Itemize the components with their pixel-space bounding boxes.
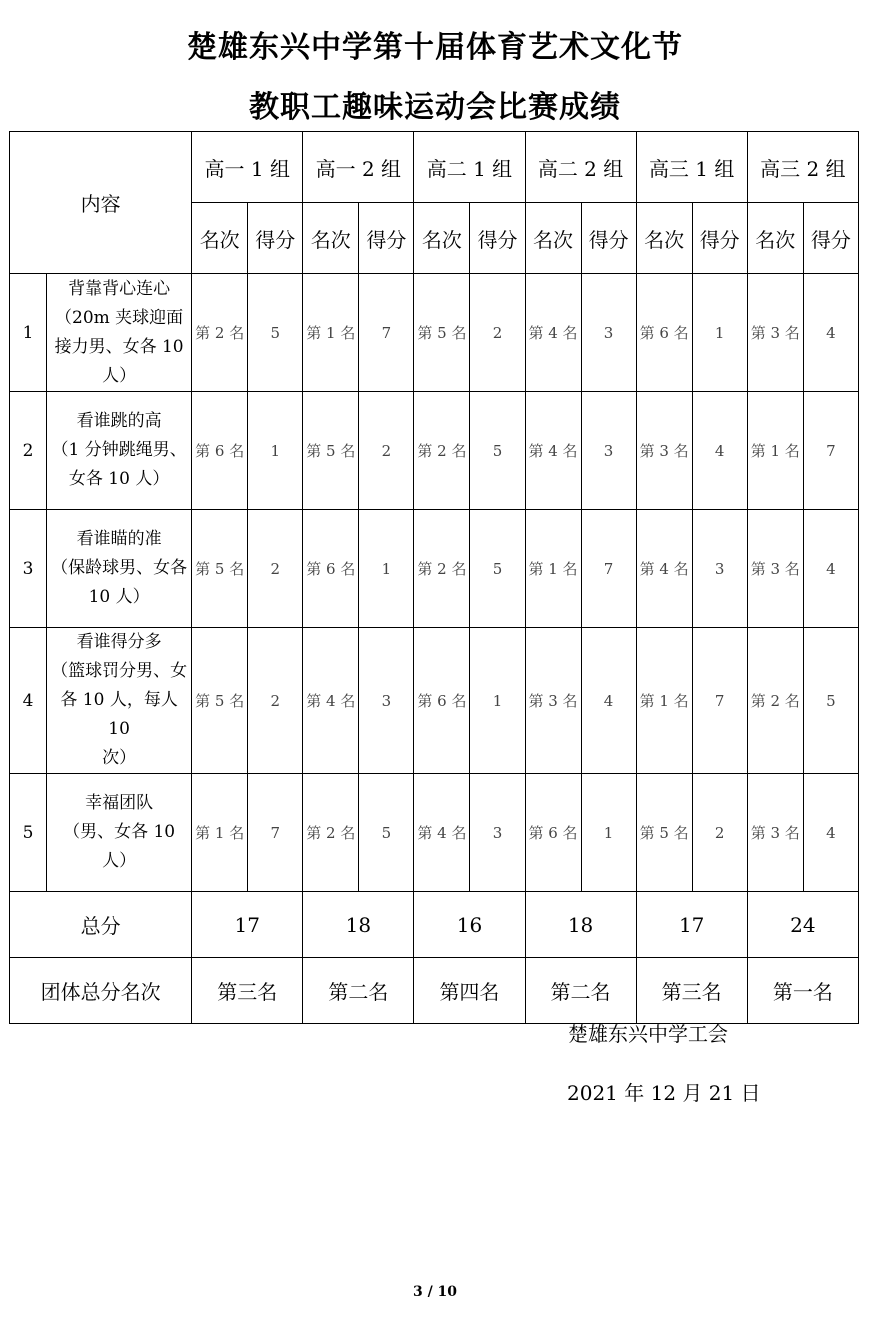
document-subtitle: 教职工趣味运动会比赛成绩	[249, 90, 621, 125]
score-cell: 5	[470, 510, 525, 628]
score-cell: 7	[581, 510, 636, 628]
team-rank-row	[10, 958, 859, 1024]
event-name-line: 次）	[102, 748, 137, 768]
results-table	[9, 131, 859, 1024]
rank-cell: 第 5 名	[636, 774, 692, 892]
rank-cell: 第 4 名	[636, 510, 692, 628]
event-name-line: 看谁瞄的准	[76, 529, 162, 549]
score-cell: 4	[803, 274, 858, 392]
event-name-line: （男、女各 10 人）	[63, 822, 176, 871]
score-cell: 7	[692, 628, 747, 774]
rank-cell: 第 2 名	[192, 274, 248, 392]
score-cell: 5	[359, 774, 414, 892]
rank-cell: 第 5 名	[414, 274, 470, 392]
rank-column-header: 名次	[192, 203, 248, 274]
group-header: 高三 1 组	[636, 132, 747, 203]
rank-cell: 第 3 名	[747, 774, 803, 892]
rank-cell: 第 5 名	[192, 510, 248, 628]
rank-cell: 第 6 名	[303, 510, 359, 628]
score-cell: 4	[803, 774, 858, 892]
rank-cell: 第 2 名	[747, 628, 803, 774]
group-header: 高二 2 组	[525, 132, 636, 203]
rank-cell: 第 6 名	[525, 774, 581, 892]
content-header: 内容	[10, 132, 192, 274]
score-cell: 7	[359, 274, 414, 392]
event-name	[47, 510, 192, 628]
event-name-line: 接力男、女各 10	[54, 336, 184, 357]
rank-cell: 第 1 名	[303, 274, 359, 392]
table-row	[10, 392, 859, 510]
event-name	[47, 774, 192, 892]
score-cell: 3	[692, 510, 747, 628]
score-cell: 1	[248, 392, 303, 510]
event-name-line: 女各 10 人）	[68, 469, 170, 489]
team-rank-value: 第四名	[414, 958, 525, 1024]
score-column-header: 得分	[581, 203, 636, 274]
total-score: 18	[303, 892, 414, 958]
rank-cell: 第 4 名	[303, 628, 359, 774]
page-number: 3 / 10	[412, 1284, 458, 1300]
event-name-line: 各 10 人，每人 10	[60, 690, 178, 739]
event-name-line: 人）	[102, 365, 137, 386]
rank-column-header: 名次	[636, 203, 692, 274]
rank-cell: 第 3 名	[747, 274, 803, 392]
event-name-line: （保龄球男、女各	[51, 558, 188, 578]
event-index: 4	[10, 628, 47, 774]
event-name-line: 背靠背心连心	[68, 278, 171, 299]
score-column-header: 得分	[248, 203, 303, 274]
rank-cell: 第 4 名	[525, 274, 581, 392]
rank-column-header: 名次	[525, 203, 581, 274]
score-cell: 2	[470, 274, 525, 392]
score-column-header: 得分	[803, 203, 858, 274]
rank-cell: 第 3 名	[636, 392, 692, 510]
score-cell: 3	[581, 274, 636, 392]
rank-cell: 第 4 名	[525, 392, 581, 510]
rank-cell: 第 1 名	[636, 628, 692, 774]
rank-cell: 第 3 名	[525, 628, 581, 774]
rank-cell: 第 2 名	[414, 510, 470, 628]
team-rank-value: 第三名	[192, 958, 303, 1024]
group-header: 高一 2 组	[303, 132, 414, 203]
rank-cell: 第 2 名	[303, 774, 359, 892]
score-cell: 2	[248, 510, 303, 628]
group-header: 高三 2 组	[747, 132, 858, 203]
score-cell: 1	[470, 628, 525, 774]
table-row	[10, 628, 859, 774]
score-cell: 2	[359, 392, 414, 510]
score-cell: 4	[803, 510, 858, 628]
rank-column-header: 名次	[414, 203, 470, 274]
event-name-line: 10 人）	[88, 587, 150, 607]
total-score: 16	[414, 892, 525, 958]
score-column-header: 得分	[692, 203, 747, 274]
event-name-line: 看谁跳的高	[76, 411, 162, 431]
score-cell: 7	[803, 392, 858, 510]
rank-cell: 第 1 名	[192, 774, 248, 892]
score-cell: 4	[581, 628, 636, 774]
score-cell: 5	[248, 274, 303, 392]
score-cell: 3	[470, 774, 525, 892]
issue-date: 2021 年 12 月 21 日	[567, 1081, 761, 1105]
group-header: 高二 1 组	[414, 132, 525, 203]
event-name	[47, 274, 192, 392]
total-label: 总分	[10, 892, 192, 958]
score-cell: 5	[803, 628, 858, 774]
rank-cell: 第 4 名	[414, 774, 470, 892]
rank-cell: 第 5 名	[303, 392, 359, 510]
document-title: 楚雄东兴中学第十届体育艺术文化节	[187, 30, 683, 65]
table-row	[10, 774, 859, 892]
rank-cell: 第 6 名	[636, 274, 692, 392]
score-cell: 1	[581, 774, 636, 892]
group-header: 高一 1 组	[192, 132, 303, 203]
rank-cell: 第 1 名	[747, 392, 803, 510]
issuer-organization: 楚雄东兴中学工会	[568, 1022, 728, 1046]
score-cell: 1	[359, 510, 414, 628]
event-name-line: 看谁得分多	[76, 632, 162, 652]
team-rank-label: 团体总分名次	[10, 958, 192, 1024]
rank-cell: 第 3 名	[747, 510, 803, 628]
score-cell: 4	[692, 392, 747, 510]
team-rank-value: 第三名	[636, 958, 747, 1024]
rank-cell: 第 1 名	[525, 510, 581, 628]
total-score: 18	[525, 892, 636, 958]
event-index: 1	[10, 274, 47, 392]
table-row	[10, 510, 859, 628]
event-name-line: （篮球罚分男、女	[51, 661, 188, 681]
score-cell: 5	[470, 392, 525, 510]
total-score: 17	[636, 892, 747, 958]
rank-cell: 第 6 名	[414, 628, 470, 774]
table-row	[10, 274, 859, 392]
event-index: 2	[10, 392, 47, 510]
rank-cell: 第 2 名	[414, 392, 470, 510]
score-cell: 2	[692, 774, 747, 892]
score-column-header: 得分	[359, 203, 414, 274]
score-cell: 3	[581, 392, 636, 510]
rank-column-header: 名次	[747, 203, 803, 274]
score-column-header: 得分	[470, 203, 525, 274]
event-name	[47, 628, 192, 774]
header-group-row	[10, 132, 859, 203]
rank-cell: 第 6 名	[192, 392, 248, 510]
event-name-line: （1 分钟跳绳男、	[51, 440, 187, 460]
score-cell: 2	[248, 628, 303, 774]
team-rank-value: 第二名	[525, 958, 636, 1024]
score-cell: 3	[359, 628, 414, 774]
total-score: 17	[192, 892, 303, 958]
event-index: 3	[10, 510, 47, 628]
event-name	[47, 392, 192, 510]
team-rank-value: 第一名	[747, 958, 858, 1024]
team-rank-value: 第二名	[303, 958, 414, 1024]
total-score: 24	[747, 892, 858, 958]
event-name-line: 幸福团队	[85, 793, 154, 813]
rank-column-header: 名次	[303, 203, 359, 274]
event-index: 5	[10, 774, 47, 892]
score-cell: 7	[248, 774, 303, 892]
rank-cell: 第 5 名	[192, 628, 248, 774]
score-cell: 1	[692, 274, 747, 392]
total-row	[10, 892, 859, 958]
event-name-line: （20m 夹球迎面	[55, 307, 184, 328]
